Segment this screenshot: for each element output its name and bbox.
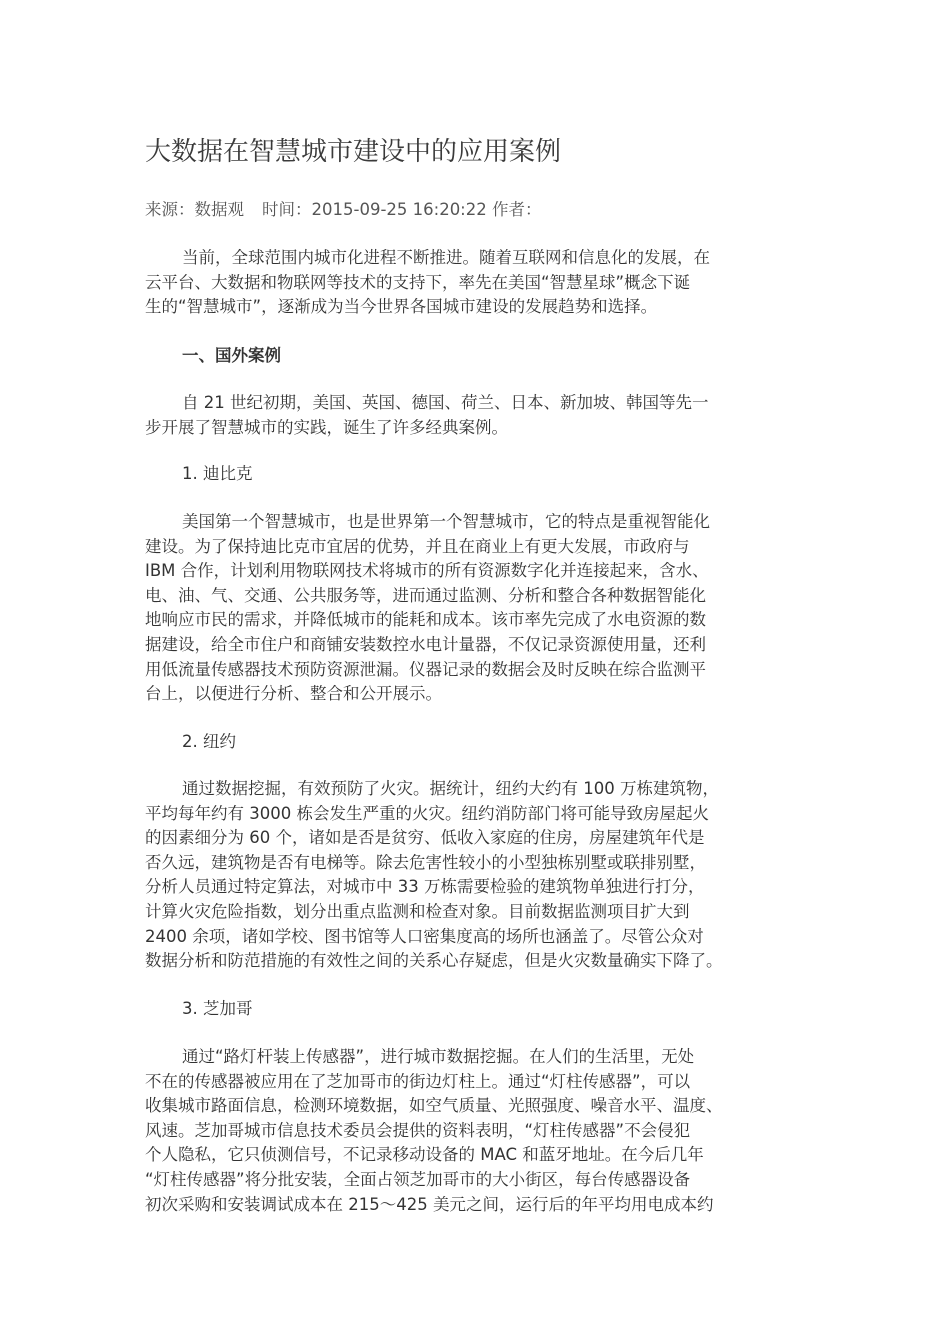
text-line: 风速。芝加哥城市信息技术委员会提供的资料表明，“灯柱传感器”不会侵犯 [145, 1120, 691, 1140]
case-heading-dubuque: 1. 迪比克 [182, 464, 253, 483]
case-heading-new-york: 2. 纽约 [182, 732, 236, 751]
text-line: 计算火灾危险指数，划分出重点监测和检查对象。目前数据监测项目扩大到 [145, 901, 690, 921]
text-line: 生的“智慧城市”，逐渐成为当今世界各国城市建设的发展趋势和选择。 [145, 297, 658, 317]
text-line: 美国第一个智慧城市，也是世界第一个智慧城市，它的特点是重视智能化 [182, 512, 710, 531]
case2-paragraph [145, 777, 810, 974]
text-line: 数据分析和防范措施的有效性之间的关系心存疑虑，但是火灾数量确实下降了。 [145, 951, 723, 971]
text-line: 初次采购和安装调试成本在 215～425 美元之间，运行后的年平均用电成本约 [145, 1194, 714, 1214]
article-title: 大数据在智慧城市建设中的应用案例 [145, 137, 562, 167]
text-line: 不在的传感器被应用在了芝加哥市的街边灯柱上。通过“灯柱传感器”，可以 [145, 1071, 691, 1091]
text-line: 台上，以便进行分析、整合和公开展示。 [145, 684, 442, 704]
section1-intro-paragraph [145, 391, 810, 440]
text-line: 平均每年约有 3000 栋会发生严重的火灾。纽约消防部门将可能导致房屋起火 [145, 803, 709, 823]
text-line: 否久远，建筑物是否有电梯等。除去危害性较小的小型独栋别墅或联排别墅， [145, 852, 706, 872]
text-line: 云平台、大数据和物联网等技术的支持下，率先在美国“智慧星球”概念下诞 [145, 272, 691, 292]
text-line: 的因素细分为 60 个，诸如是否是贫穷、低收入家庭的住房，房屋建筑年代是 [145, 828, 705, 848]
article-time-author: 时间：2015-09-25 16:20:22 作者： [262, 200, 542, 219]
text-line: 自 21 世纪初期，美国、英国、德国、荷兰、日本、新加坡、韩国等先一 [182, 393, 709, 412]
text-line: 步开展了智慧城市的实践，诞生了许多经典案例。 [145, 417, 508, 437]
text-line: 通过数据挖掘，有效预防了火灾。据统计，纽约大约有 100 万栋建筑物， [182, 779, 719, 798]
text-line: 据建设，给全市住户和商铺安装数控水电计量器，不仅记录资源使用量，还利 [145, 634, 706, 654]
section-heading-foreign-cases: 一、国外案例 [182, 346, 281, 365]
intro-paragraph [145, 246, 810, 320]
text-line: “灯柱传感器”将分批安装，全面占领芝加哥市的大小街区，每台传感器设备 [145, 1169, 691, 1189]
text-line: 2400 余项，诸如学校、图书馆等人口密集度高的场所也涵盖了。尽管公众对 [145, 926, 704, 946]
text-line: 电、油、气、交通、公共服务等，进而通过监测、分析和整合各种数据智能化 [145, 585, 706, 605]
case3-paragraph [145, 1045, 810, 1217]
article-source: 来源：数据观 [145, 200, 244, 219]
text-line: 分析人员通过特定算法，对城市中 33 万栋需要检验的建筑物单独进行打分， [145, 877, 705, 897]
text-line: 当前，全球范围内城市化进程不断推进。随着互联网和信息化的发展，在 [182, 248, 710, 267]
article-meta [145, 198, 542, 222]
text-line: IBM 合作，计划利用物联网技术将城市的所有资源数字化并连接起来，含水、 [145, 561, 709, 581]
text-line: 建设。为了保持迪比克市宜居的优势，并且在商业上有更大发展，市政府与 [145, 536, 690, 556]
text-line: 地响应市民的需求，并降低城市的能耗和成本。该市率先完成了水电资源的数 [145, 610, 706, 630]
text-line: 个人隐私，它只侦测信号，不记录移动设备的 MAC 和蓝牙地址。在今后几年 [145, 1145, 704, 1165]
text-line: 通过“路灯杆装上传感器”，进行城市数据挖掘。在人们的生活里，无处 [182, 1047, 695, 1066]
text-line: 用低流量传感器技术预防资源泄漏。仪器记录的数据会及时反映在综合监测平 [145, 659, 706, 679]
case1-paragraph [145, 510, 810, 707]
case-heading-chicago: 3. 芝加哥 [182, 999, 253, 1018]
text-line: 收集城市路面信息，检测环境数据，如空气质量、光照强度、噪音水平、温度、 [145, 1096, 723, 1116]
